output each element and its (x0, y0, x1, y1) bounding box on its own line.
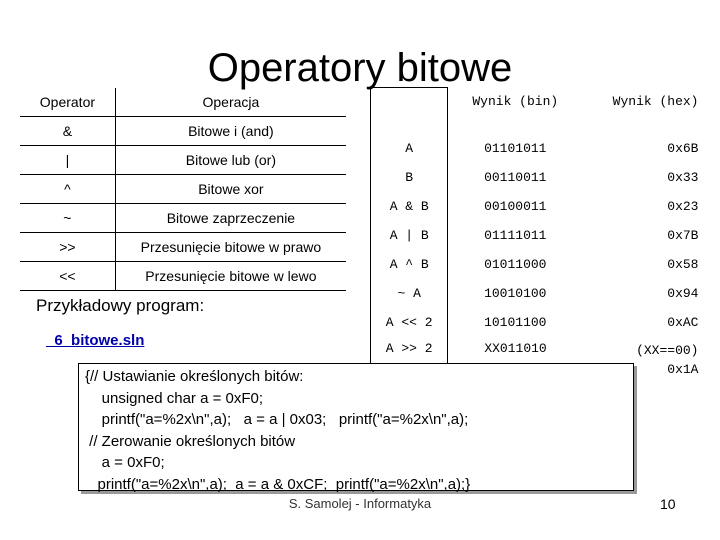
operator-cell: >> (20, 233, 115, 262)
bin-cell: 01101011 (484, 141, 547, 156)
table-row (371, 192, 707, 221)
slide-title: Operatory bitowe (207, 46, 513, 90)
code-line: // Zerowanie określonych bitów (85, 432, 296, 450)
code-line: {// Ustawianie określonych bitów: (85, 368, 304, 385)
operation-cell: Przesunięcie bitowe w lewo (115, 262, 346, 291)
bin-cell: 00100011 (484, 199, 547, 214)
expression-cell: A << 2 (371, 308, 448, 337)
bin-cell: XX011010 (484, 341, 547, 356)
bin-cell: 10101100 (484, 315, 547, 330)
operator-cell: << (20, 262, 115, 291)
bin-cell: 00110011 (484, 170, 547, 185)
footer-author: S. Samolej - Informatyka (288, 496, 432, 511)
hex-cell: 0x58 (667, 257, 699, 272)
operator-cell: | (20, 146, 115, 175)
table-row (371, 163, 707, 192)
operator-cell: ~ (20, 204, 115, 233)
column-header-bin: Wynik (bin) (472, 93, 559, 109)
results-table (370, 87, 707, 382)
expression-cell: B (371, 163, 448, 192)
table-row (20, 204, 346, 233)
operator-cell: & (20, 117, 115, 146)
expression-cell: A (371, 134, 448, 163)
page-number: 10 (660, 496, 676, 512)
code-line: a = 0xF0; (85, 454, 165, 471)
code-line: printf("a=%2x\n",a); a = a | 0x03; printf("a=%2x\n",a); (85, 411, 469, 428)
expression-cell: ~ A (371, 279, 448, 308)
bin-cell: 01111011 (484, 228, 547, 243)
program-label: Przykładowy program: (36, 296, 205, 315)
table-row (20, 175, 346, 204)
solution-file-link[interactable]: _6_bitowe.sln (46, 332, 145, 349)
table-row (371, 134, 707, 163)
table-header-row (20, 88, 346, 117)
hex-cell: 0x23 (667, 199, 699, 214)
code-line: printf("a=%2x\n",a); a = a & 0xCF; printf("a=%2x\n",a);} (85, 475, 471, 493)
table-row (371, 250, 707, 279)
column-header-operator: Operator (20, 88, 115, 117)
hex-note: (XX==00) (636, 343, 699, 358)
column-header-operation: Operacja (202, 94, 260, 110)
hex-cell: 0x33 (667, 170, 699, 185)
operation-cell: Bitowe i (and) (115, 117, 346, 146)
hex-cell: 0x7B (667, 228, 699, 243)
expression-cell: A ^ B (371, 250, 448, 279)
column-header-expression (371, 88, 448, 135)
operation-cell: Przesunięcie bitowe w prawo (115, 233, 346, 262)
hex-cell: 0x6B (667, 141, 699, 156)
hex-cell: 0x94 (667, 286, 699, 301)
column-header-hex: Wynik (hex) (612, 93, 699, 109)
bin-cell: 01011000 (484, 257, 547, 272)
expression-cell: A | B (371, 221, 448, 250)
code-example-box (78, 363, 634, 491)
operation-cell: Bitowe lub (or) (115, 146, 346, 175)
hex-cell: 0xAC (667, 315, 699, 330)
table-row (371, 279, 707, 308)
table-row (20, 233, 346, 262)
operator-cell: ^ (20, 175, 115, 204)
code-line: unsigned char a = 0xF0; (85, 389, 264, 407)
operators-table (20, 88, 346, 291)
table-header-row (371, 88, 707, 135)
expression-cell: A >> 2 (371, 337, 448, 382)
table-row (20, 146, 346, 175)
operation-cell: Bitowe xor (115, 175, 346, 204)
table-row (20, 262, 346, 291)
table-row (371, 308, 707, 337)
hex-value: 0x1A (667, 362, 699, 377)
operation-cell: Bitowe zaprzeczenie (115, 204, 346, 233)
table-row (371, 221, 707, 250)
expression-cell: A & B (371, 192, 448, 221)
table-row (20, 117, 346, 146)
bin-cell: 10010100 (484, 286, 547, 301)
